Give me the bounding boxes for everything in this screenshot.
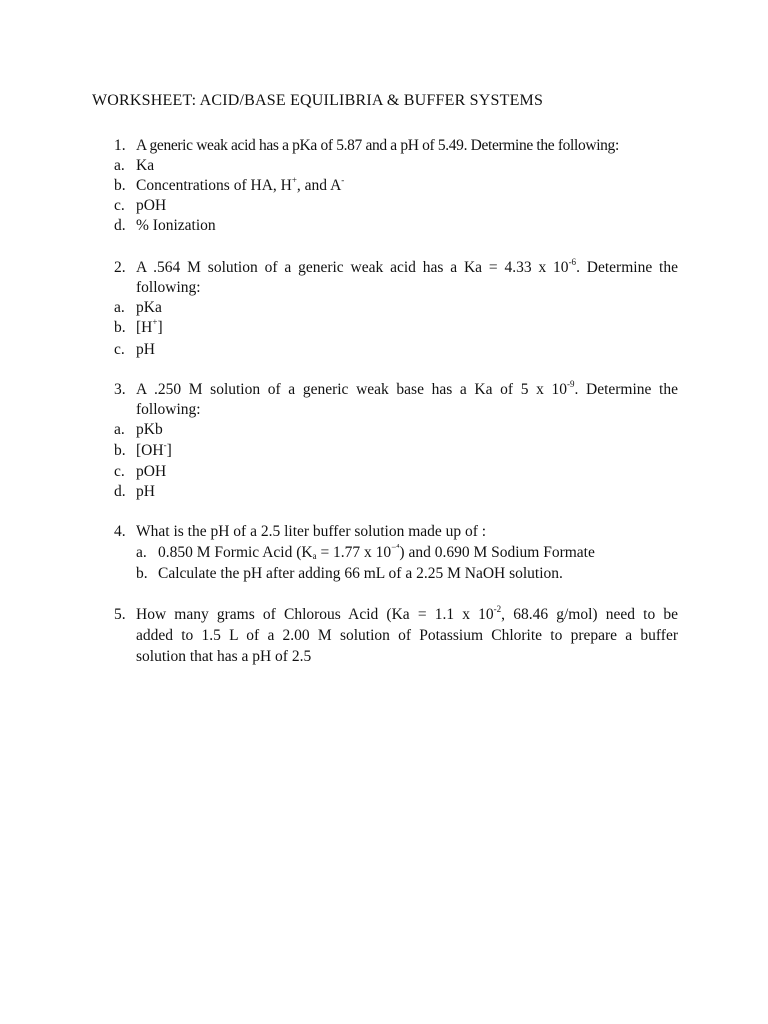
item-letter: b. [136, 565, 148, 582]
question-number: 5. [114, 606, 126, 623]
item-text: pH [136, 483, 155, 500]
item-text: Ka [136, 157, 155, 174]
question-text-continued: added to 1.5 L of a 2.00 M solution of Potassium Chlorite to prepare a buffer [136, 627, 678, 644]
item-letter: c. [114, 463, 125, 480]
item-letter: a. [136, 544, 147, 561]
question-text-continued: following: [136, 279, 201, 296]
question-text: How many grams of Chlorous Acid (Ka = 1.1 x $10^{-2}$, 68.46 g/mol) need to be [136, 604, 678, 623]
item-letter: a. [114, 157, 125, 174]
item-text: pH [136, 341, 155, 358]
question-text: A .564 M solution of a generic weak acid has a Ka = 4.33 x $10^{-6}$. Determine the [136, 257, 678, 276]
item-letter: d. [114, 483, 126, 500]
item-letter: b. [114, 319, 126, 336]
question-text: A .250 M solution of a generic weak base has a Ka of 5 x $10^{-9}$. Determine the [136, 379, 678, 398]
item-letter: c. [114, 341, 125, 358]
item-text: Calculate the pH after adding 66 mL of a 2.25 M NaOH solution. [158, 565, 563, 582]
item-letter: a. [114, 299, 125, 316]
item-text: [H+] [136, 317, 163, 336]
item-text: [OH-] [136, 440, 172, 459]
item-text: pOH [136, 197, 167, 214]
question-number: 4. [114, 523, 126, 540]
item-letter: a. [114, 421, 125, 438]
item-letter: c. [114, 197, 125, 214]
question-text: What is the pH of a 2.5 liter buffer solution made up of : [136, 523, 487, 540]
item-letter: b. [114, 442, 126, 459]
question-text-continued: solution that has a pH of 2.5 [136, 648, 312, 665]
item-text: Concentrations of HA, H+, and A- [136, 175, 345, 194]
item-text: 0.850 M Formic Acid ($K_a = 1.77$ x $10^{-^4}$) and 0.690 M Sodium Formate [158, 542, 595, 561]
item-text: pKa [136, 299, 162, 316]
question-text: A generic weak acid has a pKa of 5.87 and a pH of 5.49. Determine the following: [136, 137, 619, 154]
item-letter: d. [114, 217, 126, 234]
worksheet-title: WORKSHEET: ACID/BASE EQUILIBRIA & BUFFER SYSTEMS [92, 92, 544, 109]
question-number: 2. [114, 259, 126, 276]
item-text: pKb [136, 421, 163, 438]
item-letter: b. [114, 177, 126, 194]
question-text-continued: following: [136, 401, 201, 418]
question-number: 3. [114, 381, 126, 398]
question-number: 1. [114, 137, 126, 154]
item-text: pOH [136, 463, 167, 480]
item-text: % Ionization [136, 217, 216, 234]
